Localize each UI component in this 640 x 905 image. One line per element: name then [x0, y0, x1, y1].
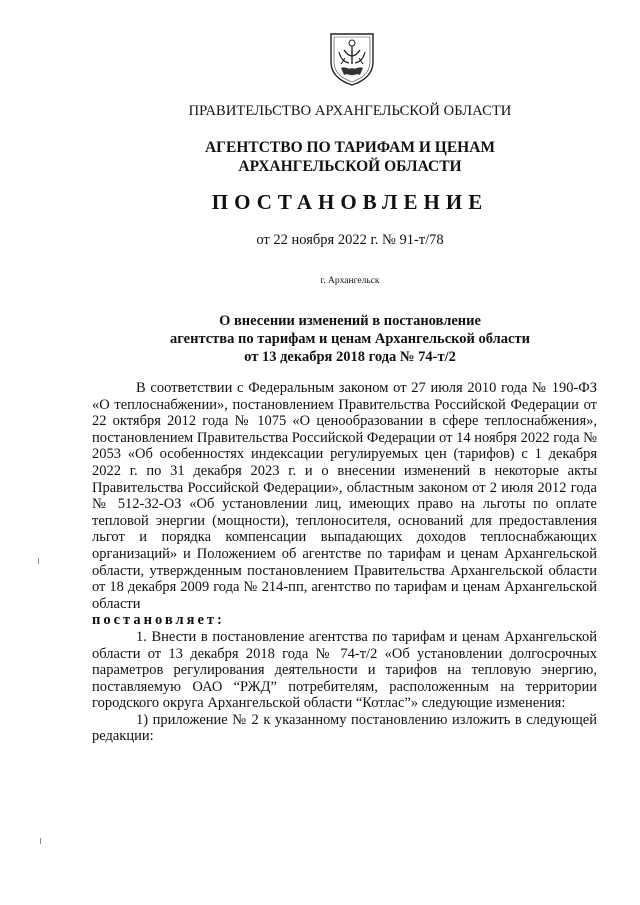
subject-line3: от 13 декабря 2018 года № 74-т/2 [244, 349, 456, 365]
date-number: от 22 ноября 2022 г. № 91-т/78 [256, 232, 444, 248]
margin-mark [40, 838, 44, 844]
item-1-paragraph: 1. Внести в постановление агентства по тарифам и ценам Архангельской области от 13 декабря 2018 года № 74-т/2 «Об установлении долгосрочных параметров регулирования деятельности и тарифов на тепловую энергию, поставляемую ОАО “РЖД” потребителям, расположенным на территории городского округа Архангельской области “Котлас”» следующие изменения: [92, 628, 597, 712]
resolves-keyword: постановляет: [92, 612, 225, 629]
subject-line2: агентства по тарифам и ценам Архангельской области [170, 331, 530, 347]
document-type: ПОСТАНОВЛЕНИЕ [211, 190, 489, 214]
document-subject [0, 312, 640, 366]
margin-mark [38, 558, 42, 564]
preamble-paragraph: В соответствии с Федеральным законом от 27 июля 2010 года № 190-ФЗ «О теплоснабжении», постановлением Правительства Российской Федерации от 22 октября 2012 года № 1075 «О ценообразовании в сфере теплоснабжения», постановлением Правительства Российской Федерации от 14 ноября 2022 года № 2053 «Об особенностях индексации регулируемых цен (тарифов) с 1 декабря 2022 г. по 31 декабря 2023 г. и о внесении изменений в некоторые акты Правительства Российской Федерации», областным законом от 2 июля 2012 года № 512-32-ОЗ «Об установлении лиц, имеющих право на льготы по оплате тепловой энергии (мощности), теплоносителя, оснований для предоставления льгот и порядка компенсации выпадающих доходов теплоснабжающих организаций» и Положением об агентстве по тарифам и ценам Архангельской области, утвержденным постановлением Правительства Архангельской области от 18 декабря 2009 года № 214-пп, агентство по тарифам и ценам Архангельской области [92, 380, 597, 612]
document-body [92, 380, 597, 745]
agency-name-line1: АГЕНТСТВО ПО ТАРИФАМ И ЦЕНАМ [204, 139, 496, 156]
government-name: ПРАВИТЕЛЬСТВО АРХАНГЕЛЬСКОЙ ОБЛАСТИ [188, 103, 512, 119]
agency-name [0, 138, 640, 176]
coat-of-arms-icon [327, 30, 377, 86]
subitem-1-paragraph: 1) приложение № 2 к указанному постановлению изложить в следующей редакции: [92, 711, 597, 745]
subject-line1: О внесении изменений в постановление [219, 313, 481, 329]
city: г. Архангельск [320, 276, 380, 286]
agency-name-line2: АРХАНГЕЛЬСКОЙ ОБЛАСТИ [238, 158, 462, 175]
